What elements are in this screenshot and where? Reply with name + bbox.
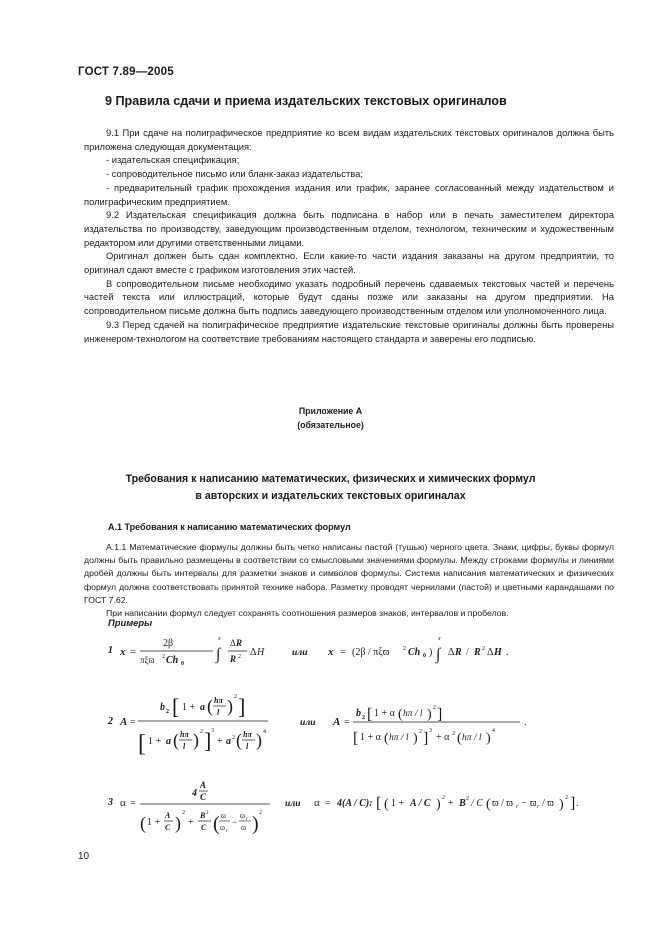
subsection-a1-title: А.1 Требования к написанию математических формул xyxy=(108,522,351,532)
or-word: или xyxy=(300,717,316,728)
svg-text:b: b xyxy=(356,708,361,719)
svg-text:R: R xyxy=(230,654,237,664)
svg-text:+ α: + α xyxy=(436,732,450,743)
svg-text:2: 2 xyxy=(362,715,365,721)
svg-text:ϖ / ϖ: ϖ / ϖ xyxy=(492,798,513,809)
svg-text:α: α xyxy=(314,797,320,809)
svg-text:1 +: 1 + xyxy=(182,702,196,713)
svg-text:]: ] xyxy=(238,694,246,719)
svg-text:): ) xyxy=(193,730,199,750)
svg-text:[: [ xyxy=(353,730,359,747)
svg-text:A: A xyxy=(200,780,207,790)
svg-text:2: 2 xyxy=(403,646,406,652)
page-number: 10 xyxy=(78,851,90,862)
svg-text:]: ] xyxy=(570,795,576,812)
svg-text:0: 0 xyxy=(181,661,184,667)
or-word: или xyxy=(285,798,301,809)
list-item: - издательская спецификация; xyxy=(106,154,240,166)
svg-text:(: ( xyxy=(213,813,220,835)
svg-text:a: a xyxy=(200,702,205,713)
svg-text:2: 2 xyxy=(419,729,422,735)
svg-text:r: r xyxy=(226,829,228,834)
svg-text:ϖ: ϖ xyxy=(220,823,225,832)
svg-text:Ch: Ch xyxy=(408,647,421,658)
document-code-header: ГОСТ 7.89—2005 xyxy=(78,66,174,78)
svg-text:(: ( xyxy=(140,813,146,833)
or-word: или xyxy=(292,647,308,658)
svg-text:ϖ: ϖ xyxy=(221,811,226,820)
svg-text:hπ / l: hπ / l xyxy=(389,733,409,743)
svg-text:): ) xyxy=(436,797,441,812)
svg-text:x: x xyxy=(218,636,221,642)
svg-text:=: = xyxy=(344,717,350,728)
svg-text:2: 2 xyxy=(466,796,469,802)
svg-text:=: = xyxy=(130,646,137,658)
svg-text:Δ: Δ xyxy=(230,638,236,648)
svg-text:2: 2 xyxy=(232,735,235,741)
svg-text:C: C xyxy=(201,823,207,832)
svg-text:4: 4 xyxy=(263,729,266,735)
svg-text:hπ / l: hπ / l xyxy=(462,733,482,743)
svg-text:0: 0 xyxy=(423,653,426,659)
svg-text:[: [ xyxy=(367,706,373,723)
svg-text:2: 2 xyxy=(182,810,185,816)
svg-text:hπ: hπ xyxy=(214,696,223,705)
paragraph-9-3: 9.3 Перед сдачей на полиграфическое предприятие издательские текстовые оригиналы должны быть проверены инженером-технологом на соответствие требованиям настоящего стандарта и заверены его подписью. xyxy=(84,318,614,344)
svg-text:=: = xyxy=(130,717,136,728)
appendix-label: Приложение А xyxy=(298,406,363,416)
svg-text:A: A xyxy=(333,716,341,728)
svg-text:C: C xyxy=(200,792,207,802)
svg-text:B: B xyxy=(459,798,466,809)
svg-text:(: ( xyxy=(173,730,179,750)
svg-text:): ) xyxy=(429,647,433,658)
svg-text:2: 2 xyxy=(442,795,445,801)
svg-text:R: R xyxy=(236,638,243,648)
svg-text:=: = xyxy=(325,798,331,809)
svg-text:1 + α: 1 + α xyxy=(374,708,395,719)
svg-text:b: b xyxy=(160,702,165,713)
svg-text:πξϖ: πξϖ xyxy=(140,655,155,665)
svg-text:/ C: / C xyxy=(471,798,483,809)
svg-text:2: 2 xyxy=(259,810,262,816)
svg-text:Δ: Δ xyxy=(487,647,494,658)
section-9-title: 9 Правила сдачи и приема издательских текстовых оригиналов xyxy=(105,94,507,108)
example-3-formula xyxy=(118,774,618,844)
svg-text:/ ϖ: / ϖ xyxy=(542,798,554,809)
svg-text:]: ] xyxy=(437,706,443,723)
svg-text:hπ: hπ xyxy=(180,730,189,739)
svg-text:=: = xyxy=(340,647,346,658)
svg-text:R: R xyxy=(455,647,462,658)
svg-text:ϖ: ϖ xyxy=(530,798,537,809)
svg-text:A: A xyxy=(120,716,128,728)
svg-text:ϖ: ϖ xyxy=(241,823,246,832)
svg-text:.: . xyxy=(506,647,509,658)
svg-text:hπ: hπ xyxy=(243,730,252,739)
svg-text:(: ( xyxy=(384,731,389,746)
svg-text:H: H xyxy=(257,647,265,658)
svg-text:α: α xyxy=(120,797,126,809)
svg-text:): ) xyxy=(252,813,259,835)
svg-text:): ) xyxy=(486,731,491,746)
appendix-title-line1: Требования к написанию математических, физических и химических формул xyxy=(125,473,536,485)
svg-text:=: = xyxy=(130,798,136,809)
list-item: - сопроводительное письмо или бланк-заказ издательства; xyxy=(106,168,363,180)
svg-text:Ch: Ch xyxy=(166,655,179,666)
svg-text:2: 2 xyxy=(482,646,485,652)
svg-text:a: a xyxy=(226,736,231,747)
svg-text:−: − xyxy=(521,798,527,809)
example-3-number: 3 xyxy=(108,797,113,808)
subsection-a1-body xyxy=(84,541,614,620)
svg-text:[: [ xyxy=(376,795,382,812)
svg-text:(: ( xyxy=(236,730,242,750)
svg-text:.: . xyxy=(576,798,579,809)
appendix-title-line2: в авторских и издательских текстовых оригиналах xyxy=(195,490,466,502)
svg-text:+: + xyxy=(448,798,454,809)
svg-text:4: 4 xyxy=(192,788,197,799)
example-2-number: 2 xyxy=(108,716,113,727)
svg-text:2: 2 xyxy=(238,654,241,660)
svg-text:): ) xyxy=(427,707,432,722)
svg-text:1 +: 1 + xyxy=(148,736,162,747)
svg-text:Δ: Δ xyxy=(448,647,455,658)
svg-text:]: ] xyxy=(423,730,429,747)
svg-text:+: + xyxy=(188,817,194,828)
svg-text:[: [ xyxy=(172,694,180,719)
svg-text:2: 2 xyxy=(452,731,455,737)
svg-text:C: C xyxy=(165,823,171,832)
svg-text:x: x xyxy=(120,646,126,658)
example-1-formula xyxy=(118,630,618,672)
section-9-body xyxy=(84,126,614,345)
svg-text:(: ( xyxy=(398,707,403,722)
svg-text:ϖ: ϖ xyxy=(240,811,245,820)
paragraph-a1-1-ratio: При написании формул следует сохранять соотношения размеров знаков, интервалов и пробелов. xyxy=(106,608,509,619)
svg-text:a: a xyxy=(166,736,171,747)
svg-text:r: r xyxy=(537,804,540,810)
svg-text:3: 3 xyxy=(211,728,214,734)
svg-text:r: r xyxy=(246,817,248,822)
svg-text:A: A xyxy=(165,811,171,820)
svg-text:2: 2 xyxy=(206,811,209,816)
svg-text:/: / xyxy=(466,647,469,658)
svg-text:1 +: 1 + xyxy=(391,798,405,809)
svg-text:A / C: A / C xyxy=(410,798,431,809)
svg-text:4(A / C):: 4(A / C): xyxy=(337,798,373,809)
svg-text:): ) xyxy=(256,730,262,750)
svg-text:): ) xyxy=(559,797,564,812)
svg-text:B: B xyxy=(200,811,206,820)
paragraph-9-2-letter: В сопроводительном письме необходимо указать подробный перечень сдаваемых текстовых частей и перечень частей текста или иллюстраций, которые будут сданы позже или заказаны на другом предприятии. На сопроводительном письме должна быть подпись заведующего производственным отделом или уполномоченного лица. xyxy=(84,277,614,317)
paragraph-9-1: 9.1 При сдаче на полиграфическое предприятие ко всем видам издательских текстовых оригиналов должна быть приложена следующая документация: xyxy=(84,127,614,152)
example-2-formula xyxy=(118,688,618,768)
svg-text:[: [ xyxy=(138,731,146,757)
svg-text:x: x xyxy=(328,646,334,658)
svg-text:l: l xyxy=(217,708,220,717)
svg-text:(: ( xyxy=(207,696,213,716)
examples-label: Примеры xyxy=(108,617,153,628)
svg-text:2: 2 xyxy=(200,729,203,735)
svg-text:(: ( xyxy=(384,797,389,812)
paragraph-a1-1: А.1.1 Математические формулы должны быть четко написаны пастой (тушью) черного цвета. Знаки, цифры, буквы формул должны быть правильно размещены в соответствии со смысловыми значениями формулы. Между строками формулы и линиями дробей должны быть интервалы для разметки знаков и символов формулы. Система написания математических и физических формул должна соответствовать принятой технике набора. Разметку проводят чернилами (пастой) и цветными карандашами по ГОСТ 7.62. xyxy=(84,542,614,605)
svg-text:2: 2 xyxy=(166,709,169,715)
svg-text:.: . xyxy=(524,717,527,728)
svg-text:2β: 2β xyxy=(163,638,174,649)
svg-text:∫: ∫ xyxy=(216,646,221,663)
paragraph-9-2: 9.2 Издательская спецификация должна быть подписана в набор или в печать заместителем директора издательства по производству, заведующим производственным отделом, технологом, техническим и художественным редактором или другими ответственными лицами. xyxy=(84,209,614,248)
svg-text:+: + xyxy=(217,736,223,747)
svg-text:): ) xyxy=(175,813,181,833)
documents-list xyxy=(84,153,614,208)
paragraph-9-2-complete: Оригинал должен быть сдан комплектно. Если какие-то части издания заказаны на другом предприятии, то оригинал сдают вместе с графиком изготовления этих частей. xyxy=(84,250,614,276)
svg-text:(2β / πξϖ: (2β / πξϖ xyxy=(352,647,390,658)
svg-text:H: H xyxy=(494,647,502,658)
svg-text:]: ] xyxy=(204,728,212,753)
svg-text:(: ( xyxy=(486,797,491,812)
svg-text:1 +: 1 + xyxy=(147,817,161,828)
svg-text:R: R xyxy=(474,647,481,658)
svg-text:l: l xyxy=(183,742,186,751)
svg-text:hπ / l: hπ / l xyxy=(403,709,423,719)
svg-text:2: 2 xyxy=(565,795,568,801)
appendix-status: (обязательное) xyxy=(297,420,364,430)
svg-text:2: 2 xyxy=(234,694,237,700)
svg-text:3: 3 xyxy=(429,728,432,734)
svg-text:2: 2 xyxy=(162,654,165,660)
svg-text:2: 2 xyxy=(433,705,436,711)
svg-text:x: x xyxy=(438,636,441,642)
svg-text:): ) xyxy=(227,696,233,716)
svg-text:4: 4 xyxy=(492,728,495,734)
svg-text:Δ: Δ xyxy=(250,647,257,658)
list-item: - предварительный график прохождения издания или график, заранее согласованный между издательством и полиграфическим предприятием. xyxy=(84,181,614,207)
svg-text:l: l xyxy=(246,742,249,751)
svg-text:1 + α: 1 + α xyxy=(360,732,381,743)
svg-text:(: ( xyxy=(457,731,462,746)
example-1-number: 1 xyxy=(108,645,113,656)
svg-text:−: − xyxy=(232,817,238,827)
svg-text:): ) xyxy=(413,731,418,746)
svg-text:r: r xyxy=(516,804,519,810)
svg-text:∫: ∫ xyxy=(436,646,441,663)
